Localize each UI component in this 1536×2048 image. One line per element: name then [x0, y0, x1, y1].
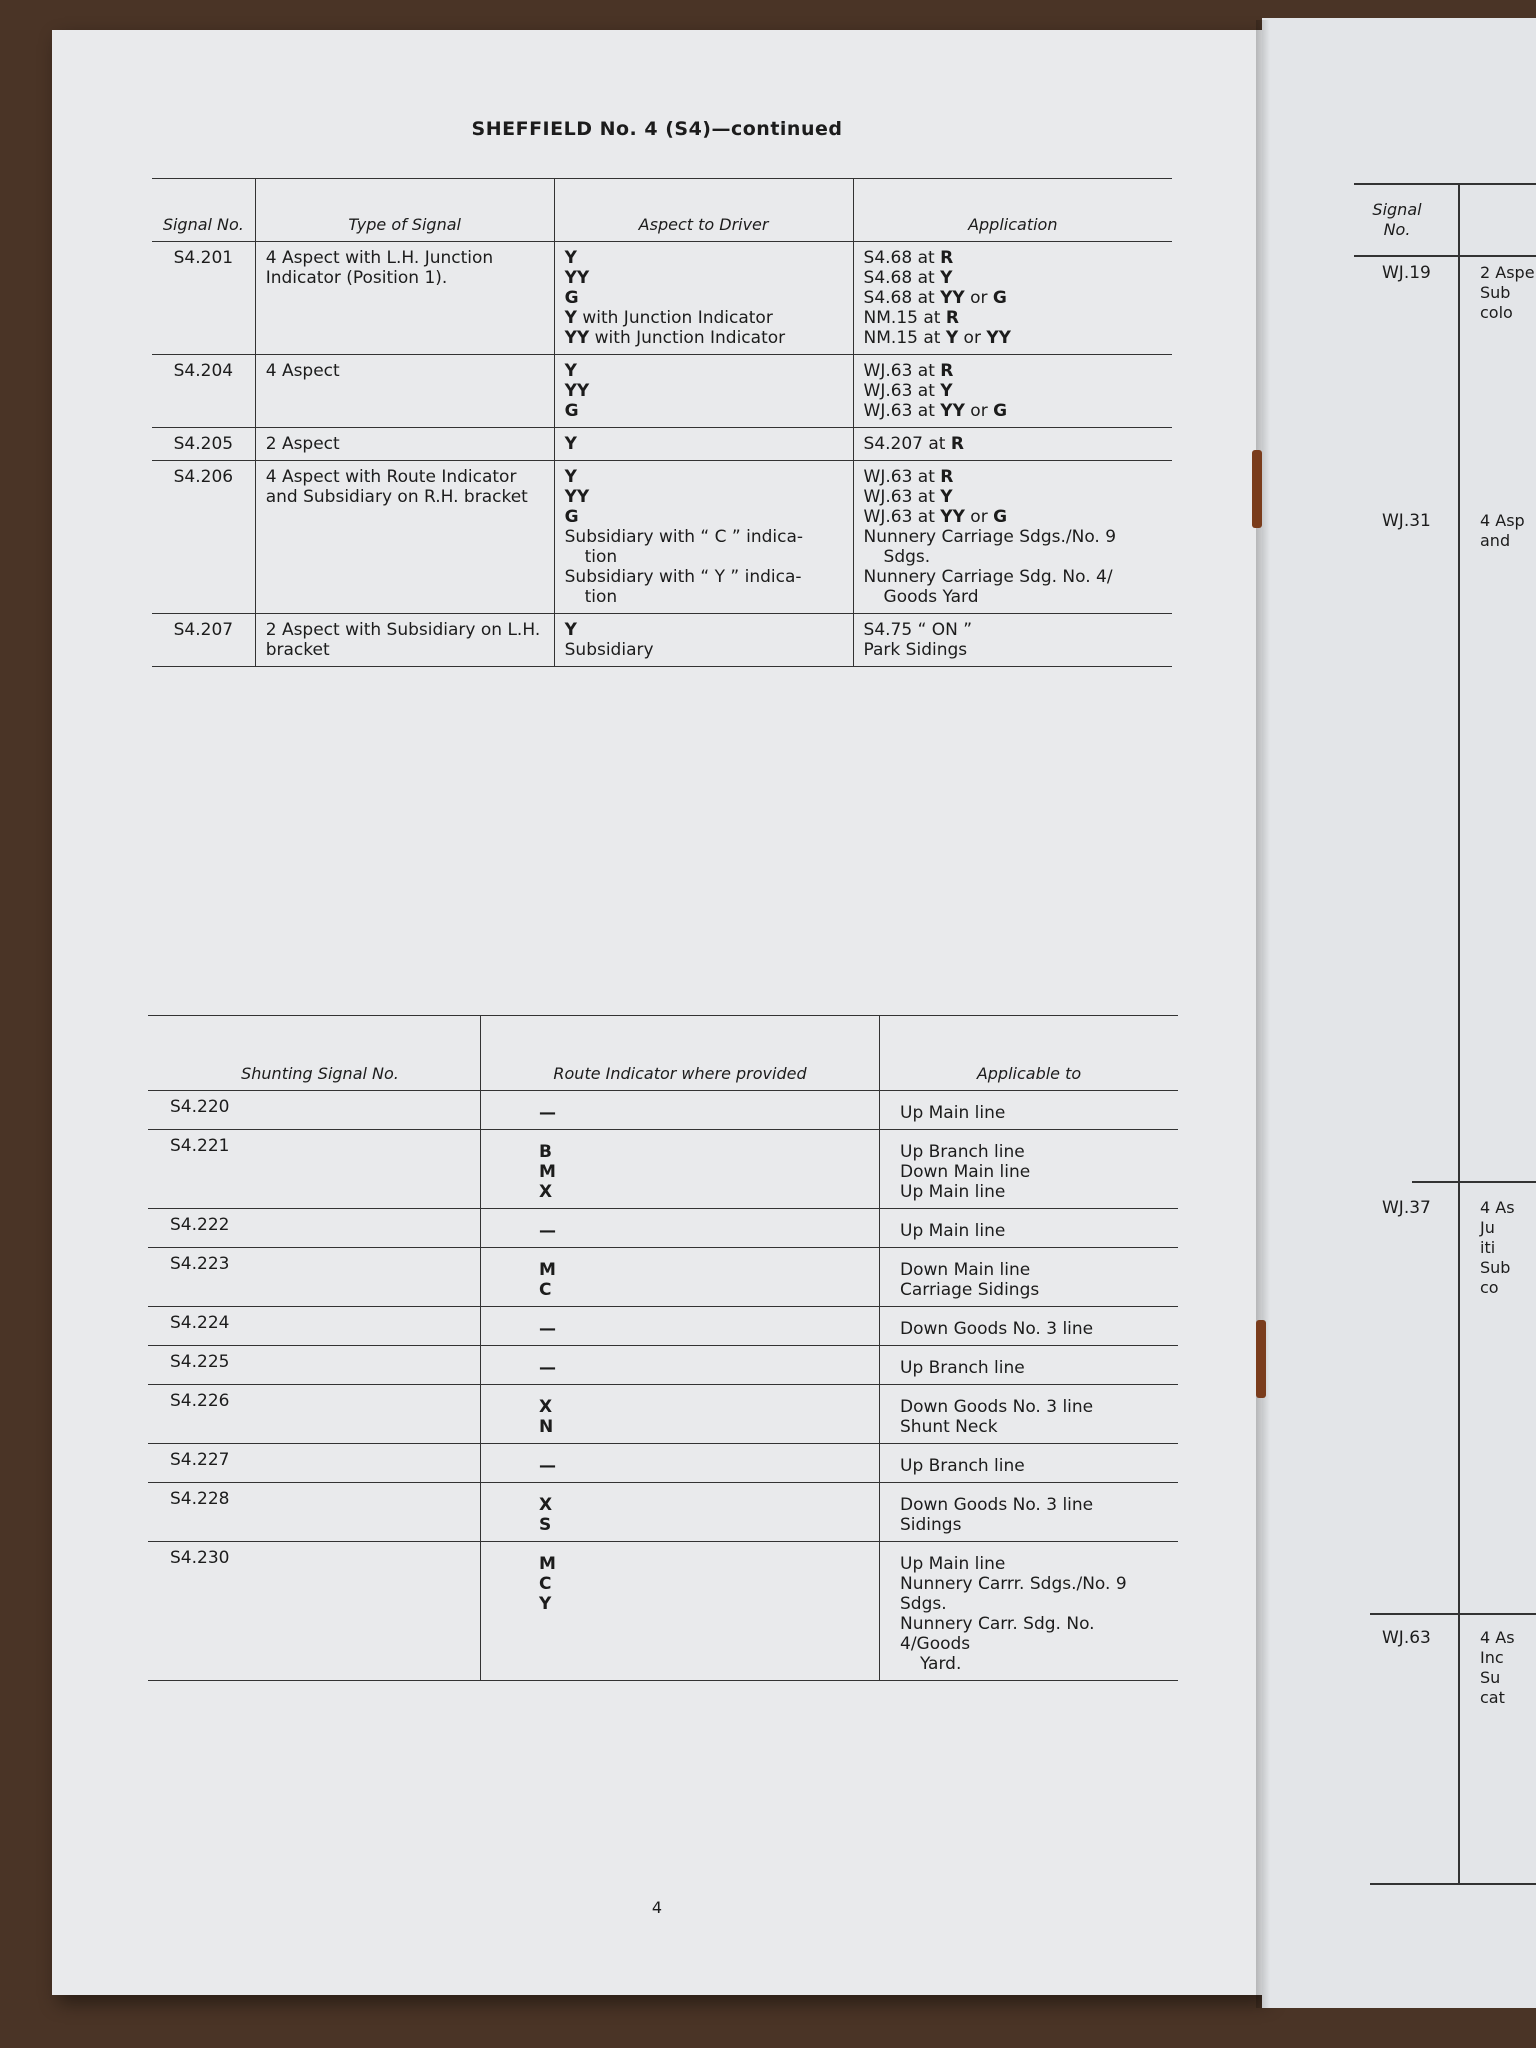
applicable-line: Nunnery Carr. Sdg. No. 4/Goods — [900, 1614, 1095, 1654]
shunting-table-row — [148, 1385, 1178, 1444]
aspect-line: tion — [584, 547, 618, 567]
applicable-cell — [880, 1385, 1179, 1444]
shunting-table-row — [148, 1248, 1178, 1307]
header-aspect: Aspect to Driver — [554, 179, 853, 242]
rp-col-rule — [1458, 183, 1460, 1883]
rp-row-rule — [1370, 1613, 1536, 1615]
header-applicable: Applicable to — [880, 1016, 1179, 1091]
signal-type: 4 Aspect — [255, 355, 554, 428]
signal-table-header — [152, 179, 1172, 242]
application-line: Sdgs. — [883, 547, 931, 567]
applicable-line: Down Goods No. 3 line — [900, 1319, 1094, 1339]
application-line: WJ.63 at Y — [863, 381, 953, 401]
application-line: S4.68 at R — [863, 248, 954, 268]
staple-top — [1252, 450, 1262, 528]
aspect-line: G — [564, 401, 579, 421]
applicable-line: Shunt Neck — [900, 1417, 998, 1437]
signal-type: 2 Aspect — [255, 428, 554, 461]
rp-top-rule — [1354, 183, 1536, 185]
shunting-signal-number: S4.223 — [148, 1248, 481, 1307]
route-indicator: X N — [481, 1385, 880, 1444]
shunting-signal-number: S4.225 — [148, 1346, 481, 1385]
application-line: Nunnery Carriage Sdg. No. 4/ — [863, 567, 1113, 587]
signal-number: S4.201 — [152, 242, 255, 355]
application-line: S4.68 at Y — [863, 268, 953, 288]
aspect-line: Y with Junction Indicator — [564, 308, 773, 328]
application-line: WJ.63 at Y — [863, 487, 953, 507]
shunting-table-row — [148, 1130, 1178, 1209]
page-fold — [1256, 20, 1270, 2008]
signal-table-row — [152, 242, 1172, 355]
aspect-line: YY — [564, 381, 590, 401]
shunting-table-row — [148, 1346, 1178, 1385]
shunting-table-row — [148, 1444, 1178, 1483]
aspect-line: G — [564, 507, 579, 527]
application-line: Nunnery Carriage Sdgs./No. 9 — [863, 527, 1117, 547]
applicable-cell — [880, 1444, 1179, 1483]
rp-header: Signal No. — [1372, 200, 1422, 239]
signal-type: 2 Aspect with Subsidiary on L.H. bracket — [255, 614, 554, 667]
route-indicator: — — [481, 1444, 880, 1483]
signal-type: 4 Aspect with L.H. Junction Indicator (Position 1). — [255, 242, 554, 355]
rp-signal-type: 2 Aspe Sub colo — [1480, 263, 1535, 322]
shunting-table-header — [148, 1016, 1178, 1091]
aspect-cell — [554, 614, 853, 667]
route-indicator: — — [481, 1346, 880, 1385]
aspect-line: Subsidiary with “ Y ” indica- — [564, 567, 802, 587]
applicable-line: Up Branch line — [900, 1142, 1025, 1162]
application-line: S4.207 at R — [863, 434, 964, 454]
signal-number: S4.204 — [152, 355, 255, 428]
aspect-line: Subsidiary with “ C ” indica- — [564, 527, 804, 547]
route-indicator: — — [481, 1209, 880, 1248]
shunting-table-row — [148, 1483, 1178, 1542]
application-cell — [853, 242, 1172, 355]
applicable-line: Carriage Sidings — [900, 1280, 1040, 1300]
shunting-table-row — [148, 1091, 1178, 1130]
signal-number: S4.205 — [152, 428, 255, 461]
applicable-line: Down Goods No. 3 line — [900, 1495, 1094, 1515]
rp-signal-number: WJ.31 — [1382, 511, 1431, 531]
applicable-line: Yard. — [920, 1654, 962, 1674]
staple-bottom — [1256, 1320, 1266, 1398]
application-line: NM.15 at Y or YY — [863, 328, 1011, 348]
signal-table-row — [152, 428, 1172, 461]
application-line: NM.15 at R — [863, 308, 959, 328]
shunting-table-row — [148, 1209, 1178, 1248]
rp-row-rule — [1412, 1181, 1536, 1183]
shunting-signal-number: S4.226 — [148, 1385, 481, 1444]
route-indicator: M C Y — [481, 1542, 880, 1681]
aspect-line: Subsidiary — [564, 640, 654, 660]
rp-signal-number: WJ.63 — [1382, 1628, 1431, 1648]
applicable-line: Down Main line — [900, 1162, 1031, 1182]
shunting-table-row — [148, 1307, 1178, 1346]
applicable-line: Up Main line — [900, 1182, 1006, 1202]
aspect-cell — [554, 428, 853, 461]
route-indicator: — — [481, 1091, 880, 1130]
aspect-line: YY with Junction Indicator — [564, 328, 786, 348]
application-cell — [853, 614, 1172, 667]
header-application: Application — [853, 179, 1172, 242]
application-line: S4.68 at YY or G — [863, 288, 1007, 308]
aspect-line: tion — [584, 587, 618, 607]
header-signal-no: Signal No. — [152, 179, 255, 242]
aspect-cell — [554, 355, 853, 428]
shunting-signal-number: S4.224 — [148, 1307, 481, 1346]
applicable-cell — [880, 1307, 1179, 1346]
applicable-cell — [880, 1209, 1179, 1248]
applicable-cell — [880, 1483, 1179, 1542]
application-line: Goods Yard — [883, 587, 979, 607]
applicable-line: Down Goods No. 3 line — [900, 1397, 1094, 1417]
rp-signal-type: 4 As Inc Su cat — [1480, 1628, 1515, 1707]
aspect-line: G — [564, 288, 579, 308]
right-page — [1262, 18, 1536, 2008]
shunting-signal-number: S4.230 — [148, 1542, 481, 1681]
signal-table — [152, 178, 1172, 667]
page-title: SHEFFIELD No. 4 (S4)—continued — [471, 118, 843, 140]
left-page — [52, 30, 1262, 1995]
applicable-cell — [880, 1130, 1179, 1209]
header-route-indicator: Route Indicator where provided — [481, 1016, 880, 1091]
page-number: 4 — [651, 1898, 663, 1917]
application-line: Park Sidings — [863, 640, 968, 660]
aspect-line: Y — [564, 620, 577, 640]
aspect-cell — [554, 242, 853, 355]
aspect-line: Y — [564, 467, 577, 487]
rp-signal-type: 4 As Ju iti Sub co — [1480, 1198, 1515, 1297]
rp-signal-number: WJ.37 — [1382, 1198, 1431, 1218]
applicable-line: Down Main line — [900, 1260, 1031, 1280]
applicable-line: Nunnery Carrr. Sdgs./No. 9 Sdgs. — [900, 1574, 1127, 1614]
applicable-line: Up Main line — [900, 1221, 1006, 1241]
application-cell — [853, 428, 1172, 461]
signal-table-row — [152, 355, 1172, 428]
shunting-signal-number: S4.222 — [148, 1209, 481, 1248]
aspect-cell — [554, 461, 853, 614]
application-line: WJ.63 at R — [863, 361, 954, 381]
application-line: WJ.63 at R — [863, 467, 954, 487]
shunting-table — [148, 1015, 1178, 1681]
aspect-line: YY — [564, 268, 590, 288]
applicable-line: Up Branch line — [900, 1456, 1025, 1476]
application-cell — [853, 355, 1172, 428]
application-cell — [853, 461, 1172, 614]
signal-table-row — [152, 461, 1172, 614]
aspect-line: Y — [564, 248, 577, 268]
signal-table-row — [152, 614, 1172, 667]
application-line: WJ.63 at YY or G — [863, 507, 1008, 527]
aspect-line: Y — [564, 361, 577, 381]
application-line: S4.75 “ ON ” — [863, 620, 973, 640]
application-line: WJ.63 at YY or G — [863, 401, 1008, 421]
signal-number: S4.207 — [152, 614, 255, 667]
applicable-cell — [880, 1248, 1179, 1307]
applicable-line: Up Branch line — [900, 1358, 1025, 1378]
rp-bottom-rule — [1370, 1883, 1536, 1885]
route-indicator: M C — [481, 1248, 880, 1307]
shunting-signal-number: S4.220 — [148, 1091, 481, 1130]
applicable-cell — [880, 1346, 1179, 1385]
signal-number: S4.206 — [152, 461, 255, 614]
header-shunting-signal-no: Shunting Signal No. — [148, 1016, 481, 1091]
header-type: Type of Signal — [255, 179, 554, 242]
shunting-table-row — [148, 1542, 1178, 1681]
applicable-cell — [880, 1542, 1179, 1681]
shunting-signal-number: S4.228 — [148, 1483, 481, 1542]
rp-header-rule — [1354, 255, 1536, 257]
applicable-line: Up Main line — [900, 1554, 1006, 1574]
aspect-line: Y — [564, 434, 577, 454]
applicable-line: Up Main line — [900, 1103, 1006, 1123]
applicable-cell — [880, 1091, 1179, 1130]
rp-signal-number: WJ.19 — [1382, 263, 1431, 283]
route-indicator: X S — [481, 1483, 880, 1542]
applicable-line: Sidings — [900, 1515, 962, 1535]
route-indicator: B M X — [481, 1130, 880, 1209]
shunting-signal-number: S4.221 — [148, 1130, 481, 1209]
shunting-signal-number: S4.227 — [148, 1444, 481, 1483]
route-indicator: — — [481, 1307, 880, 1346]
signal-type: 4 Aspect with Route Indicator and Subsidiary on R.H. bracket — [255, 461, 554, 614]
rp-signal-type: 4 Asp and — [1480, 511, 1525, 550]
aspect-line: YY — [564, 487, 590, 507]
